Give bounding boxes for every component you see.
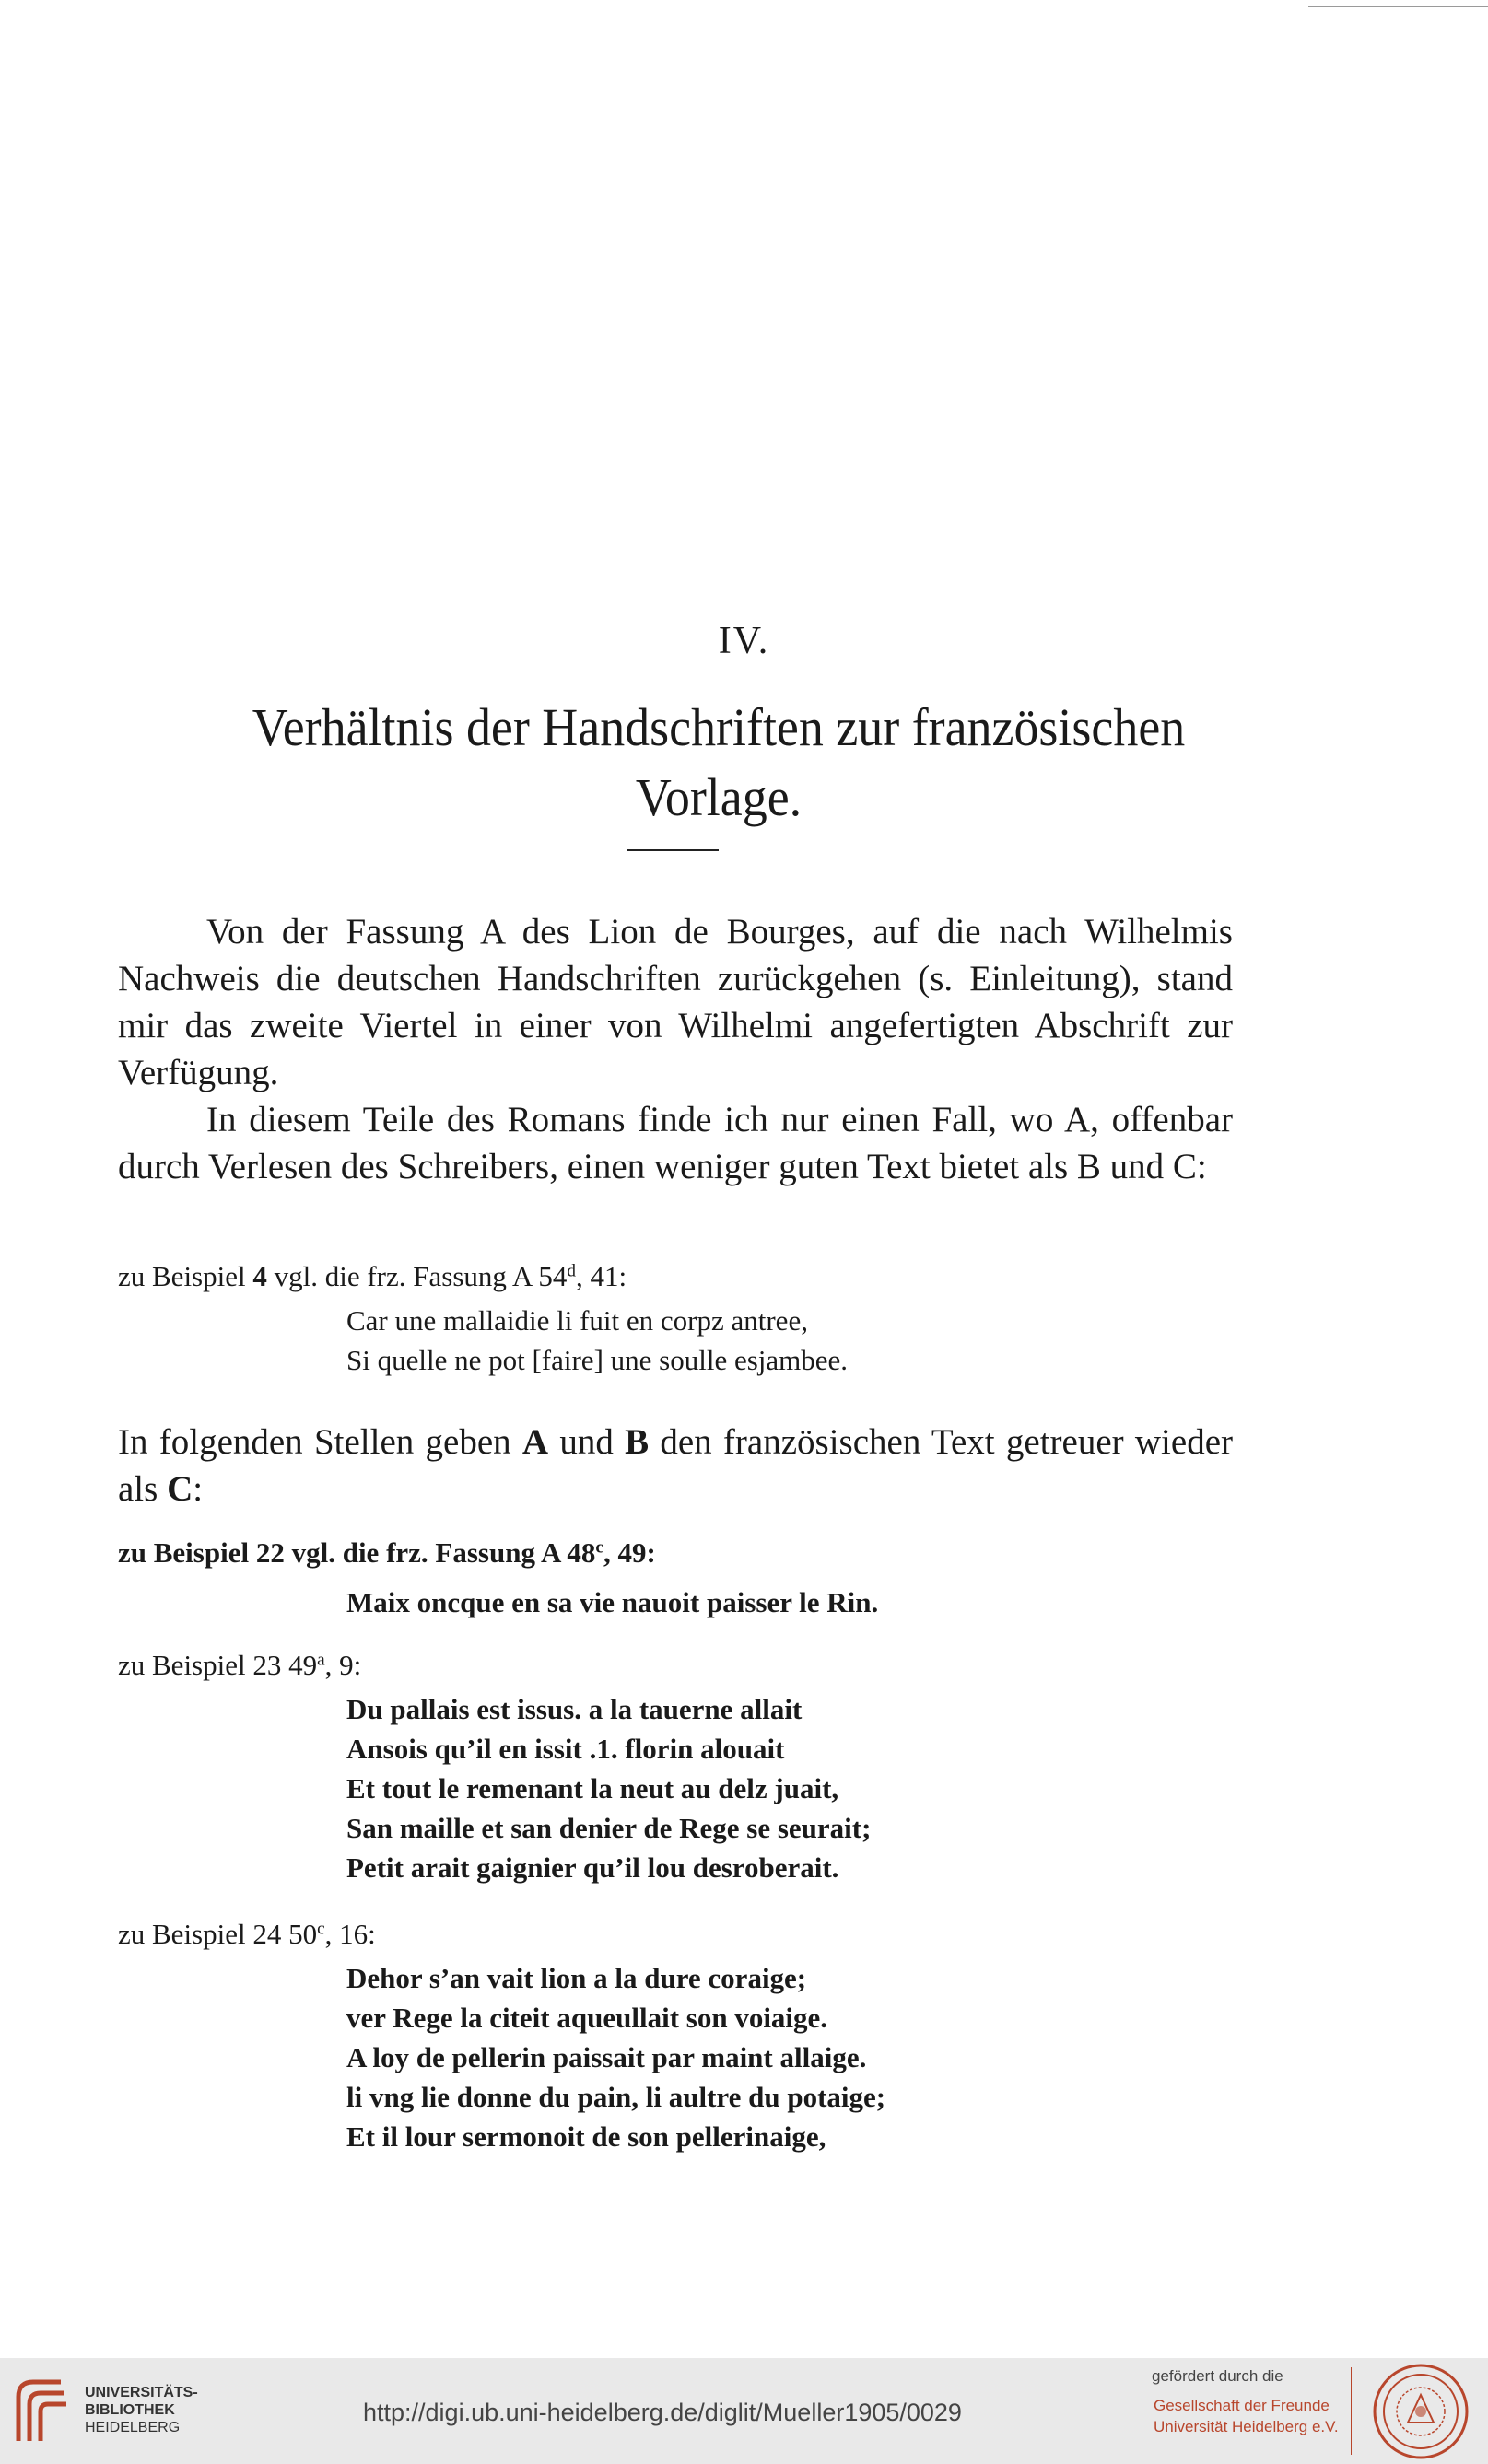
reference-example-22: zu Beispiel 22 vgl. die frz. Fassung A 48$^c$, 49: [118,1536,656,1569]
verse-line: Et tout le remenant la neut au delz juait, [346,1772,839,1804]
verse-line: Petit arait gaignier qu’il lou desroberait. [346,1851,839,1884]
title-divider [627,849,719,851]
scan-edge-line [1308,6,1488,7]
permalink-url[interactable]: http://digi.ub.uni-heidelberg.de/diglit/Mueller1905/0029 [363,2399,962,2426]
paragraph-3: In folgenden Stellen geben A und B den französischen Text getreuer wieder als C: [118,1422,1233,1509]
verse-line: li vng lie donne du pain, li aultre du potaige; [346,2081,886,2113]
verse-block-3 [346,1689,871,1887]
verse-block-4 [346,1958,885,2156]
reference-example-24: zu Beispiel 24 50$^c$, 16: [118,1918,376,1950]
paragraph-2-text: In diesem Teile des Romans finde ich nur einen Fall, wo A, offenbar durch Verlesen des Schreibers, einen weniger guten Text bietet als B und C: [118,1100,1233,1186]
verse-line: ver Rege la citeit aqueullait son voiaige. [346,2002,828,2034]
verse-line: Du pallais est issus. a la tauerne allait [346,1693,803,1725]
paragraph-1-text: Von der Fassung A des Lion de Bourges, auf die nach Wilhelmis Nachweis die deutschen Handschriften zurückgehen (s. Einleitung), stand mir das zweite Viertel in einer von Wilhelmi angefertigten Abschrift zur Verfügung. [118,912,1233,1092]
library-name: UNIVERSITÄTS- BIBLIOTHEK HEIDELBERG [85,2385,198,2435]
sponsor-name: Gesellschaft der Freunde Universität Heidelberg e.V. [1154,2397,1339,2435]
reference-example-23: zu Beispiel 23 49$^a$, 9: [118,1649,362,1681]
verse-line: Ansois qu’il en issit .1. florin alouait [346,1733,785,1765]
verse-line: San maille et san denier de Rege se seurait; [346,1812,872,1844]
chapter-numeral: IV. [718,620,770,662]
verse-line: Maix oncque en sa vie nauoit paisser le Rin. [346,1586,879,1618]
paragraph-1 [118,908,1233,1096]
footer-bar [0,2358,1488,2464]
chapter-title-line-1: Verhältnis der Handschriften zur französischen [252,697,1186,757]
verse-line: Dehor s’an vait lion a la dure coraige; [346,1962,807,1994]
paragraph-2 [118,1096,1233,1190]
chapter-title [145,693,1293,833]
verse-block-2 [346,1582,878,1622]
reference-example-4: zu Beispiel 4 vgl. die frz. Fassung A 54$^d$, 41: [118,1260,627,1292]
chapter-title-line-2: Vorlage. [635,767,803,827]
university-seal-icon [1371,2362,1470,2461]
verse-line: Et il lour sermonoit de son pellerinaige, [346,2120,826,2153]
sponsor-divider [1351,2367,1352,2455]
verse-line: Car une mallaidie li fuit en corpz antree, [346,1304,808,1337]
sponsor-lead-text: gefördert durch die [1152,2367,1283,2385]
verse-block-1 [346,1301,848,1380]
verse-line: A loy de pellerin paissait par maint allaige. [346,2041,867,2073]
library-logo-icon [13,2376,70,2445]
verse-line: Si quelle ne pot [faire] une soulle esjambee. [346,1344,849,1376]
